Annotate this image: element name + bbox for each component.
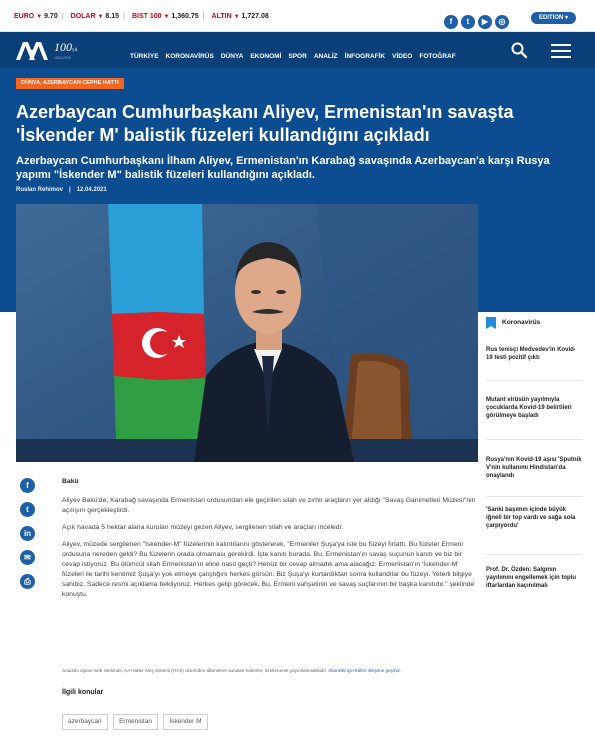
chevron-down-icon: ▾ xyxy=(565,15,569,21)
article-title: Azerbaycan Cumhurbaşkanı Aliyev, Ermenistan'ın savaşta 'İskender M' balistik füzeleri kullandığını açıkladı xyxy=(16,102,514,145)
aa-logo[interactable] xyxy=(14,38,50,62)
sidebar-item[interactable]: Rus tenisçi Medvedev'in Kovid-19 testi pozitif çıktı xyxy=(486,347,576,361)
main-navigation xyxy=(0,32,595,68)
ticker-bist[interactable]: BIST 100 ▼ 1,360.75 | xyxy=(131,13,205,20)
nav-item-ekonomi[interactable]: EKONOMİ xyxy=(250,53,282,60)
divider xyxy=(486,554,582,555)
nav-item-koronavirus[interactable]: KORONAVİRÜS xyxy=(165,53,214,60)
instagram-icon[interactable]: ◎ xyxy=(495,15,509,29)
sidebar-item[interactable]: Prof. Dr. Özden: Salgının yayılımını engellemek için toplu iftarlardan kaçınılmalı xyxy=(486,567,577,589)
nav-item-video[interactable]: VİDEO xyxy=(392,53,413,60)
hamburger-menu-icon[interactable] xyxy=(551,44,571,58)
dateline-place: Bakü xyxy=(62,478,79,485)
byline: Ruslan Rehimov | 12.04.2021 xyxy=(16,187,107,193)
youtube-icon[interactable]: ▶ xyxy=(478,15,492,29)
related-topics xyxy=(62,710,209,730)
nav-item-fotograf[interactable]: FOTOĞRAF xyxy=(419,53,456,60)
paragraph: Açık havada 5 hektar alana kurulan müzeyi gezen Aliyev, sergilenen silah ve araçları inceledi. xyxy=(62,524,343,531)
share-twitter-icon[interactable]: t xyxy=(20,502,35,517)
sidebar-header[interactable]: Koronavirüs xyxy=(486,316,586,332)
down-arrow-icon: ▼ xyxy=(163,14,170,20)
divider xyxy=(486,380,582,381)
search-icon[interactable] xyxy=(510,41,528,59)
category-tag[interactable]: DÜNYA, AZERBAYCAN CEPHE HATTI xyxy=(16,78,124,89)
share-facebook-icon[interactable]: f xyxy=(20,478,35,493)
facebook-icon[interactable]: f xyxy=(444,15,458,29)
article-photo xyxy=(16,204,478,462)
divider xyxy=(486,439,582,440)
nav-item-analiz[interactable]: ANALİZ xyxy=(313,53,338,60)
twitter-icon[interactable]: t xyxy=(461,15,475,29)
disclaimer: Anadolu Ajansı web sitesinde, AA Haber Akış Sistemi (HAS) üzerinden abonelere sunulan haberler, özetlenerek yayımlanmaktadır. Abonelik için lütfen iletişime geçiniz. xyxy=(62,668,402,673)
nav-item-spor[interactable]: SPOR xyxy=(288,53,307,60)
market-ticker xyxy=(14,13,274,20)
related-tag-iskender-m[interactable]: İskender M xyxy=(163,714,207,730)
subscription-link[interactable]: Abonelik için lütfen iletişime geçiniz. xyxy=(328,668,402,673)
sidebar-koronavirus xyxy=(486,316,586,589)
ticker-dolar[interactable]: DOLAR ▼ 8.15 | xyxy=(70,13,125,20)
anniversary-years: 1920-2020 xyxy=(54,56,71,60)
ticker-euro[interactable]: EURO ▼ 9.70 | xyxy=(14,13,64,20)
aliyev-portrait-illustration xyxy=(16,204,478,462)
ticker-altin[interactable]: ALTIN ▼ 1,727.08 xyxy=(211,13,269,20)
nav-item-dunya[interactable]: DÜNYA xyxy=(220,53,244,60)
share-email-icon[interactable]: ✉ xyxy=(20,550,35,565)
sidebar-item[interactable]: 'Sanki başımın içinde büyük iğneli bir top vardı ve sağa sola çarpıyordu' xyxy=(486,507,576,529)
paragraph: Aliyev Bakü'de, Karabağ savaşında Ermenistan ordusundan ele geçirilen silah ve zırhlı araçların yer aldığı "Savaş Ganimetleri Müzesi"nin açılışını gerçekleştirdi. xyxy=(62,497,476,514)
related-topics-heading: İlgili konular xyxy=(62,689,104,696)
author-name[interactable]: Ruslan Rehimov xyxy=(16,187,64,193)
down-arrow-icon: ▼ xyxy=(233,14,240,20)
divider xyxy=(486,496,582,497)
social-links xyxy=(444,11,512,29)
ticker-bar xyxy=(0,0,595,32)
share-buttons xyxy=(20,478,35,598)
nav-menu xyxy=(130,45,463,63)
publish-date: 12.04.2021 xyxy=(76,187,107,193)
share-linkedin-icon[interactable]: in xyxy=(20,526,35,541)
paragraph: Aliyev, müzede sergilenen "İskender-M" füzelerinin kalıntılarını göstererek, "Ermeniler Şuşa'ya iste bu füzeyi fırlattı. Bu füzeler Ermeni ordusuna nereden geldi? Bu füzelerin orada olmaması gerekirdi. İşte kanıtı burada. Bu, Ermenistan'ın savaş suçunun kanıtı ve biz bir cevap istiyoruz. Bu ölümcül silah Ermenistan'ın eline nasıl geçti? Henüz bir cevap almadık ama alacağız. Ermenistan'ın 'İskender-M' füzeleri ile tarihi kentimiz Şuşa'yı yok etmeye çalıştığını herkes görsün. Biz Şuşa'yı kurtardıktan sonra kullandılar bu füzeyi. Yeterli bilgiye sahibiz. Sadece resmi açıklama bekliyoruz. Herkes gelip görecek. Bu, Ermeni vahşetinin ve savaş suçlarının bir başka kanıtıdır." şeklinde konuştu. xyxy=(62,541,475,598)
related-tag-ermenistan[interactable]: Ermenistan xyxy=(113,714,158,730)
sidebar-item[interactable]: Rusya'nın Kovid-19 aşısı 'Sputnik V'nin kullanımı Hindistan'da onaylandı xyxy=(486,457,582,479)
share-print-icon[interactable]: ⎙ xyxy=(20,574,35,589)
down-arrow-icon: ▼ xyxy=(97,14,104,20)
article-subtitle: Azerbaycan Cumhurbaşkanı İlham Aliyev, Ermenistan'ın Karabağ savaşında Azerbaycan'a karşı Rusya yapımı "İskender M" balistik füzeleri kullandığını açıkladı. xyxy=(16,155,550,181)
nav-item-turkiye[interactable]: TÜRKİYE xyxy=(130,53,159,60)
edition-dropdown[interactable]: EDITION ▾ xyxy=(531,12,576,24)
nav-item-infografik[interactable]: İNFOGRAFİK xyxy=(344,53,386,60)
anniversary-badge: 100yıl xyxy=(54,40,78,54)
down-arrow-icon: ▼ xyxy=(36,14,43,20)
related-tag-azerbaycan[interactable]: azerbaycan xyxy=(62,714,108,730)
sidebar-item[interactable]: Mutant virüsün yayılmıyla çocuklarda Kovid-19 belirtileri görülmeye başladı xyxy=(486,397,572,419)
bookmark-icon xyxy=(486,317,496,329)
article-body xyxy=(62,477,480,607)
